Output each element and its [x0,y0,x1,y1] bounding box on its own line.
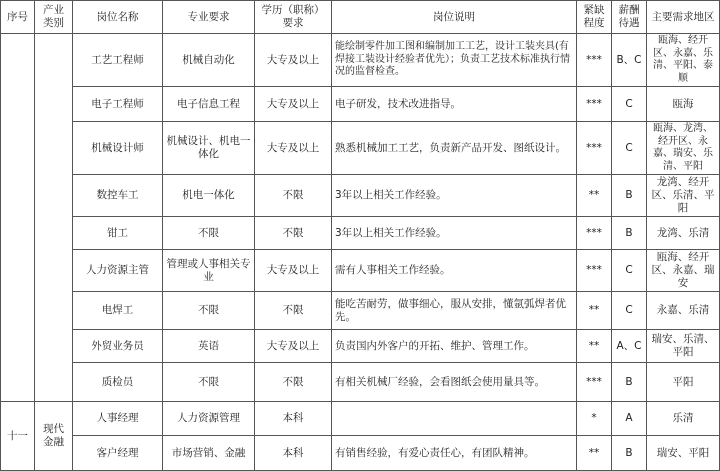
major-cell: 机械自动化 [163,34,255,87]
education-cell: 不限 [255,175,332,217]
position-cell: 质检员 [73,363,163,402]
description-cell: 3年以上相关工作经验。 [332,217,577,250]
table-row [1,292,720,330]
table-row [1,330,720,363]
position-cell: 外贸业务员 [73,330,163,363]
position-cell: 电子工程师 [73,87,163,122]
description-cell: 熟悉机械加工工艺，负责新产品开发、图纸设计。 [332,122,577,175]
salary-cell: B [612,436,647,471]
industry-cell: 现代金融 [35,402,73,471]
description-cell [332,402,577,436]
shortage-cell: ** [577,436,612,471]
education-cell: 本科 [255,402,332,436]
header-regions: 主要需求地区 [647,1,720,34]
shortage-cell: *** [577,34,612,87]
salary-cell: C [612,122,647,175]
regions-cell: 瓯海、龙湾、经开区、永嘉、瑞安、乐清、平阳 [647,122,720,175]
major-cell: 机电一体化 [163,175,255,217]
regions-cell: 瓯海 [647,87,720,122]
table-row [1,402,720,436]
shortage-cell: * [577,402,612,436]
salary-cell: C [612,250,647,292]
shortage-cell: *** [577,122,612,175]
description-cell: 负责国内外客户的开拓、维护、管理工作。 [332,330,577,363]
education-cell: 大专及以上 [255,330,332,363]
regions-cell: 平阳 [647,363,720,402]
salary-cell: B [612,217,647,250]
position-cell: 机械设计师 [73,122,163,175]
regions-cell: 瑞安、乐清、平阳 [647,330,720,363]
major-cell: 市场营销、金融 [163,436,255,471]
header-major: 专业要求 [163,1,255,34]
shortage-cell: ** [577,330,612,363]
major-cell: 不限 [163,292,255,330]
salary-cell: A、C [612,330,647,363]
description-cell: 3年以上相关工作经验。 [332,175,577,217]
position-cell: 电焊工 [73,292,163,330]
shortage-cell: *** [577,363,612,402]
header-description: 岗位说明 [332,1,577,34]
header-position: 岗位名称 [73,1,163,34]
header-row [1,1,720,34]
regions-cell: 瑞安、平阳 [647,436,720,471]
description-cell: 能绘制零件加工图和编制加工工艺，设计工装夹具(有焊接工装设计经验者优先）；负责工艺技术标准执行情况的监督检查。 [332,34,577,87]
table-row [1,87,720,122]
header-industry: 产业类别 [35,1,73,34]
education-cell: 大专及以上 [255,250,332,292]
major-cell: 英语 [163,330,255,363]
description-cell: 能吃苦耐劳，做事细心，服从安排，懂氩弧焊者优先。 [332,292,577,330]
table-row [1,175,720,217]
salary-cell: C [612,292,647,330]
position-cell: 数控车工 [73,175,163,217]
table-row [1,250,720,292]
seq-cell [1,34,35,402]
header-education: 学历（职称）要求 [255,1,332,34]
regions-cell: 瓯海、经开区、永嘉、瑞安 [647,250,720,292]
description-cell: 有相关机械厂经验，会看图纸会使用量具等。 [332,363,577,402]
education-cell: 本科 [255,436,332,471]
industry-cell [35,34,73,402]
position-cell: 人力资源主管 [73,250,163,292]
position-cell: 人事经理 [73,402,163,436]
description-cell: 需有人事相关工作经验。 [332,250,577,292]
regions-cell: 乐清 [647,402,720,436]
education-cell: 大专及以上 [255,34,332,87]
regions-cell: 龙湾、经开区、乐清、平阳 [647,175,720,217]
regions-cell: 瓯海、经开区、永嘉、乐清、平阳、泰顺 [647,34,720,87]
shortage-cell: ** [577,175,612,217]
major-cell: 不限 [163,217,255,250]
position-cell: 工艺工程师 [73,34,163,87]
header-salary: 薪酬待遇 [612,1,647,34]
table-row [1,122,720,175]
major-cell: 管理或人事相关专业 [163,250,255,292]
major-cell: 人力资源管理 [163,402,255,436]
education-cell: 大专及以上 [255,87,332,122]
description-cell: 有销售经验，有爱心责任心，有团队精神。 [332,436,577,471]
major-cell: 电子信息工程 [163,87,255,122]
table-row [1,363,720,402]
education-cell: 不限 [255,217,332,250]
table-row [1,34,720,87]
major-cell: 机械设计、机电一体化 [163,122,255,175]
major-cell: 不限 [163,363,255,402]
seq-cell: 十一 [1,402,35,471]
education-cell: 不限 [255,292,332,330]
header-shortage: 紧缺程度 [577,1,612,34]
salary-cell: C [612,87,647,122]
shortage-cell: *** [577,217,612,250]
shortage-cell: ** [577,292,612,330]
table-row [1,217,720,250]
education-cell: 不限 [255,363,332,402]
description-cell: 电子研发，技术改进指导。 [332,87,577,122]
position-cell: 客户经理 [73,436,163,471]
salary-cell: A [612,402,647,436]
header-seq: 序号 [1,1,35,34]
salary-cell: B [612,363,647,402]
shortage-cell: *** [577,250,612,292]
regions-cell: 龙湾、乐清 [647,217,720,250]
education-cell: 大专及以上 [255,122,332,175]
position-cell: 钳工 [73,217,163,250]
salary-cell: B、C [612,34,647,87]
table-row [1,436,720,471]
salary-cell: B [612,175,647,217]
shortage-cell: *** [577,87,612,122]
regions-cell: 永嘉、乐清 [647,292,720,330]
